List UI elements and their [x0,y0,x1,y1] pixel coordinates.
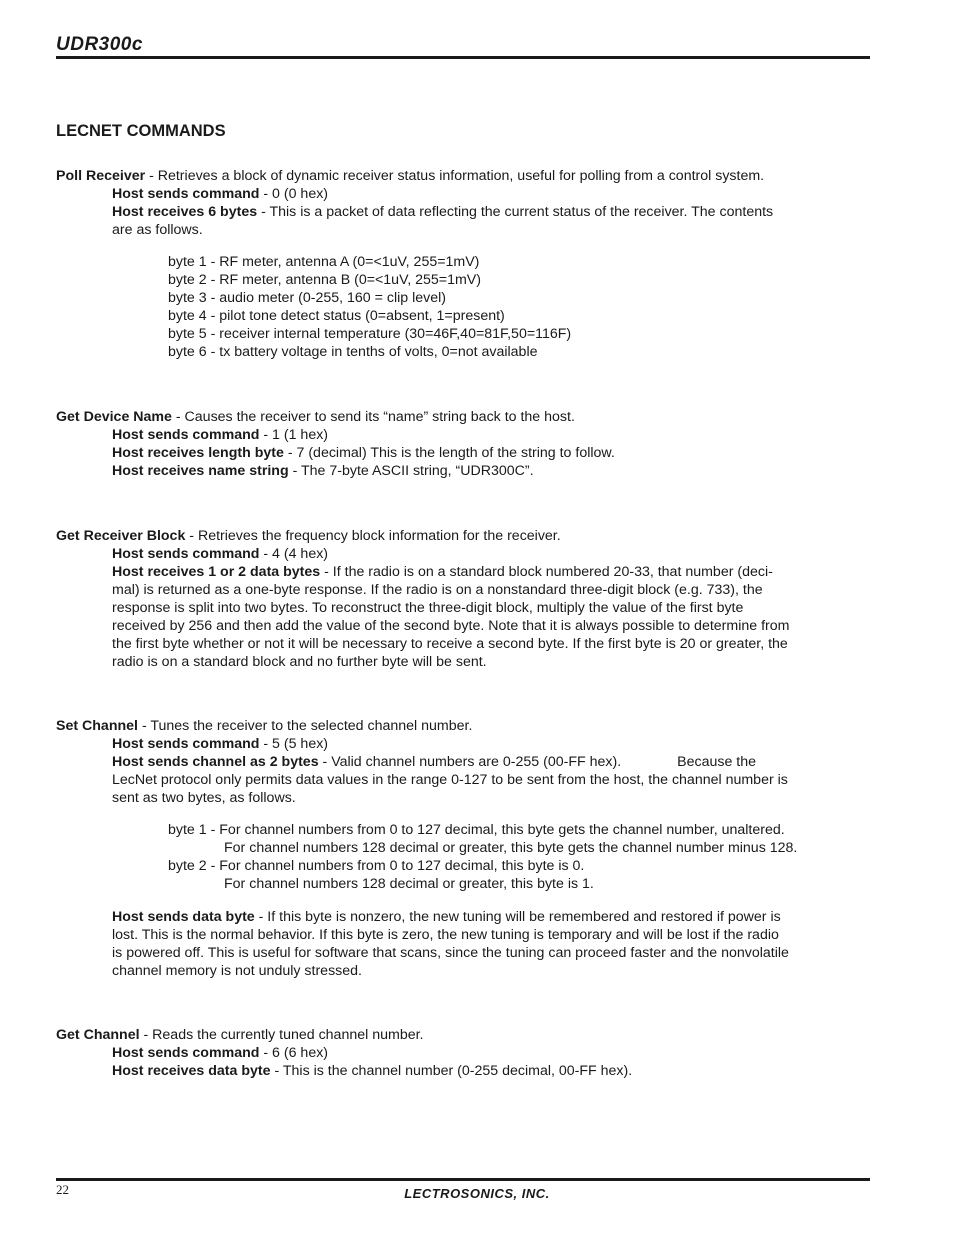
command-line: Host sends channel as 2 bytes - Valid channel numbers are 0-255 (00-FF hex). Because the [112,754,757,770]
command-line: Host receives 1 or 2 data bytes - If the radio is on a standard block numbered 20-33, that number (deci- [112,564,773,580]
command-line: is powered off. This is useful for software that scans, since the tuning can proceed faster and the nonvolatile [112,945,789,961]
header-title: UDR300c [56,34,143,55]
command-line: Host sends data byte - If this byte is nonzero, the new tuning will be remembered and restored if power is [112,909,781,925]
command-heading: Get Channel - Reads the currently tuned channel number. [56,1027,424,1043]
set-channel-section [56,717,870,980]
command-line: Host receives length byte - 7 (decimal) This is the length of the string to follow. [112,445,615,461]
command-line: Host receives name string - The 7-byte ASCII string, “UDR300C”. [112,463,534,479]
command-line: received by 256 and then add the value of the second byte. Note that it is always possible to determine from [112,618,790,634]
byte-item: byte 1 - RF meter, antenna A (0=<1uV, 255=1mV) [168,254,480,270]
section-title: LECNET COMMANDS [56,122,226,140]
poll-receiver-section [56,167,870,361]
byte-item-continuation: For channel numbers 128 decimal or greater, this byte gets the channel number minus 128. [224,840,798,856]
command-line: Host sends command - 1 (1 hex) [112,427,329,443]
command-line: radio is on a standard block and no further byte will be sent. [112,654,487,670]
header-rule [56,56,870,59]
command-line: Host receives data byte - This is the channel number (0-255 decimal, 00-FF hex). [112,1063,633,1079]
footer-company-name: LECTROSONICS, INC. [404,1186,550,1201]
byte-item-continuation: For channel numbers 128 decimal or greater, this byte is 1. [224,876,594,892]
command-line: Host sends command - 6 (6 hex) [112,1045,329,1061]
byte-item: byte 1 - For channel numbers from 0 to 127 decimal, this byte gets the channel number, unaltered. [168,822,785,838]
byte-item: byte 3 - audio meter (0-255, 160 = clip level) [168,290,446,306]
command-line: Host sends command - 4 (4 hex) [112,546,329,562]
command-line: LecNet protocol only permits data values in the range 0-127 to be sent from the host, the channel number is [112,772,788,788]
command-line: Host sends command - 5 (5 hex) [112,736,329,752]
command-line: Host sends command - 0 (0 hex) [112,186,329,202]
byte-item: byte 2 - RF meter, antenna B (0=<1uV, 255=1mV) [168,272,481,288]
command-line: lost. This is the normal behavior. If this byte is zero, the new tuning is temporary and will be lost if the radio [112,927,779,943]
command-line: response is split into two bytes. To reconstruct the three-digit block, multiply the value of the first byte [112,600,744,616]
command-line: mal) is returned as a one-byte response. If the radio is on a nonstandard three-digit block (e.g. 733), the [112,582,763,598]
command-line: channel memory is not unduly stressed. [112,963,362,979]
byte-item: byte 6 - tx battery voltage in tenths of volts, 0=not available [168,344,538,360]
footer-rule [56,1178,870,1181]
command-line: are as follows. [112,222,203,238]
byte-item: byte 2 - For channel numbers from 0 to 127 decimal, this byte is 0. [168,858,585,874]
byte-item: byte 4 - pilot tone detect status (0=absent, 1=present) [168,308,505,324]
page-number: 22 [56,1182,69,1197]
byte-item: byte 5 - receiver internal temperature (30=46F,40=81F,50=116F) [168,326,572,342]
command-line: the first byte whether or not it will be necessary to receive a second byte. If the first byte is 20 or greater, the [112,636,788,652]
command-heading: Set Channel - Tunes the receiver to the selected channel number. [56,718,473,734]
get-receiver-block-section [56,527,870,671]
command-heading: Get Device Name - Causes the receiver to send its “name” string back to the host. [56,409,575,425]
command-line: sent as two bytes, as follows. [112,790,296,806]
command-line: Host receives 6 bytes - This is a packet of data reflecting the current status of the receiver. The contents [112,204,774,220]
command-heading: Poll Receiver - Retrieves a block of dynamic receiver status information, useful for polling from a control system. [56,168,765,184]
get-device-name-section [56,408,870,480]
command-heading: Get Receiver Block - Retrieves the frequency block information for the receiver. [56,528,561,544]
get-channel-section [56,1026,870,1080]
